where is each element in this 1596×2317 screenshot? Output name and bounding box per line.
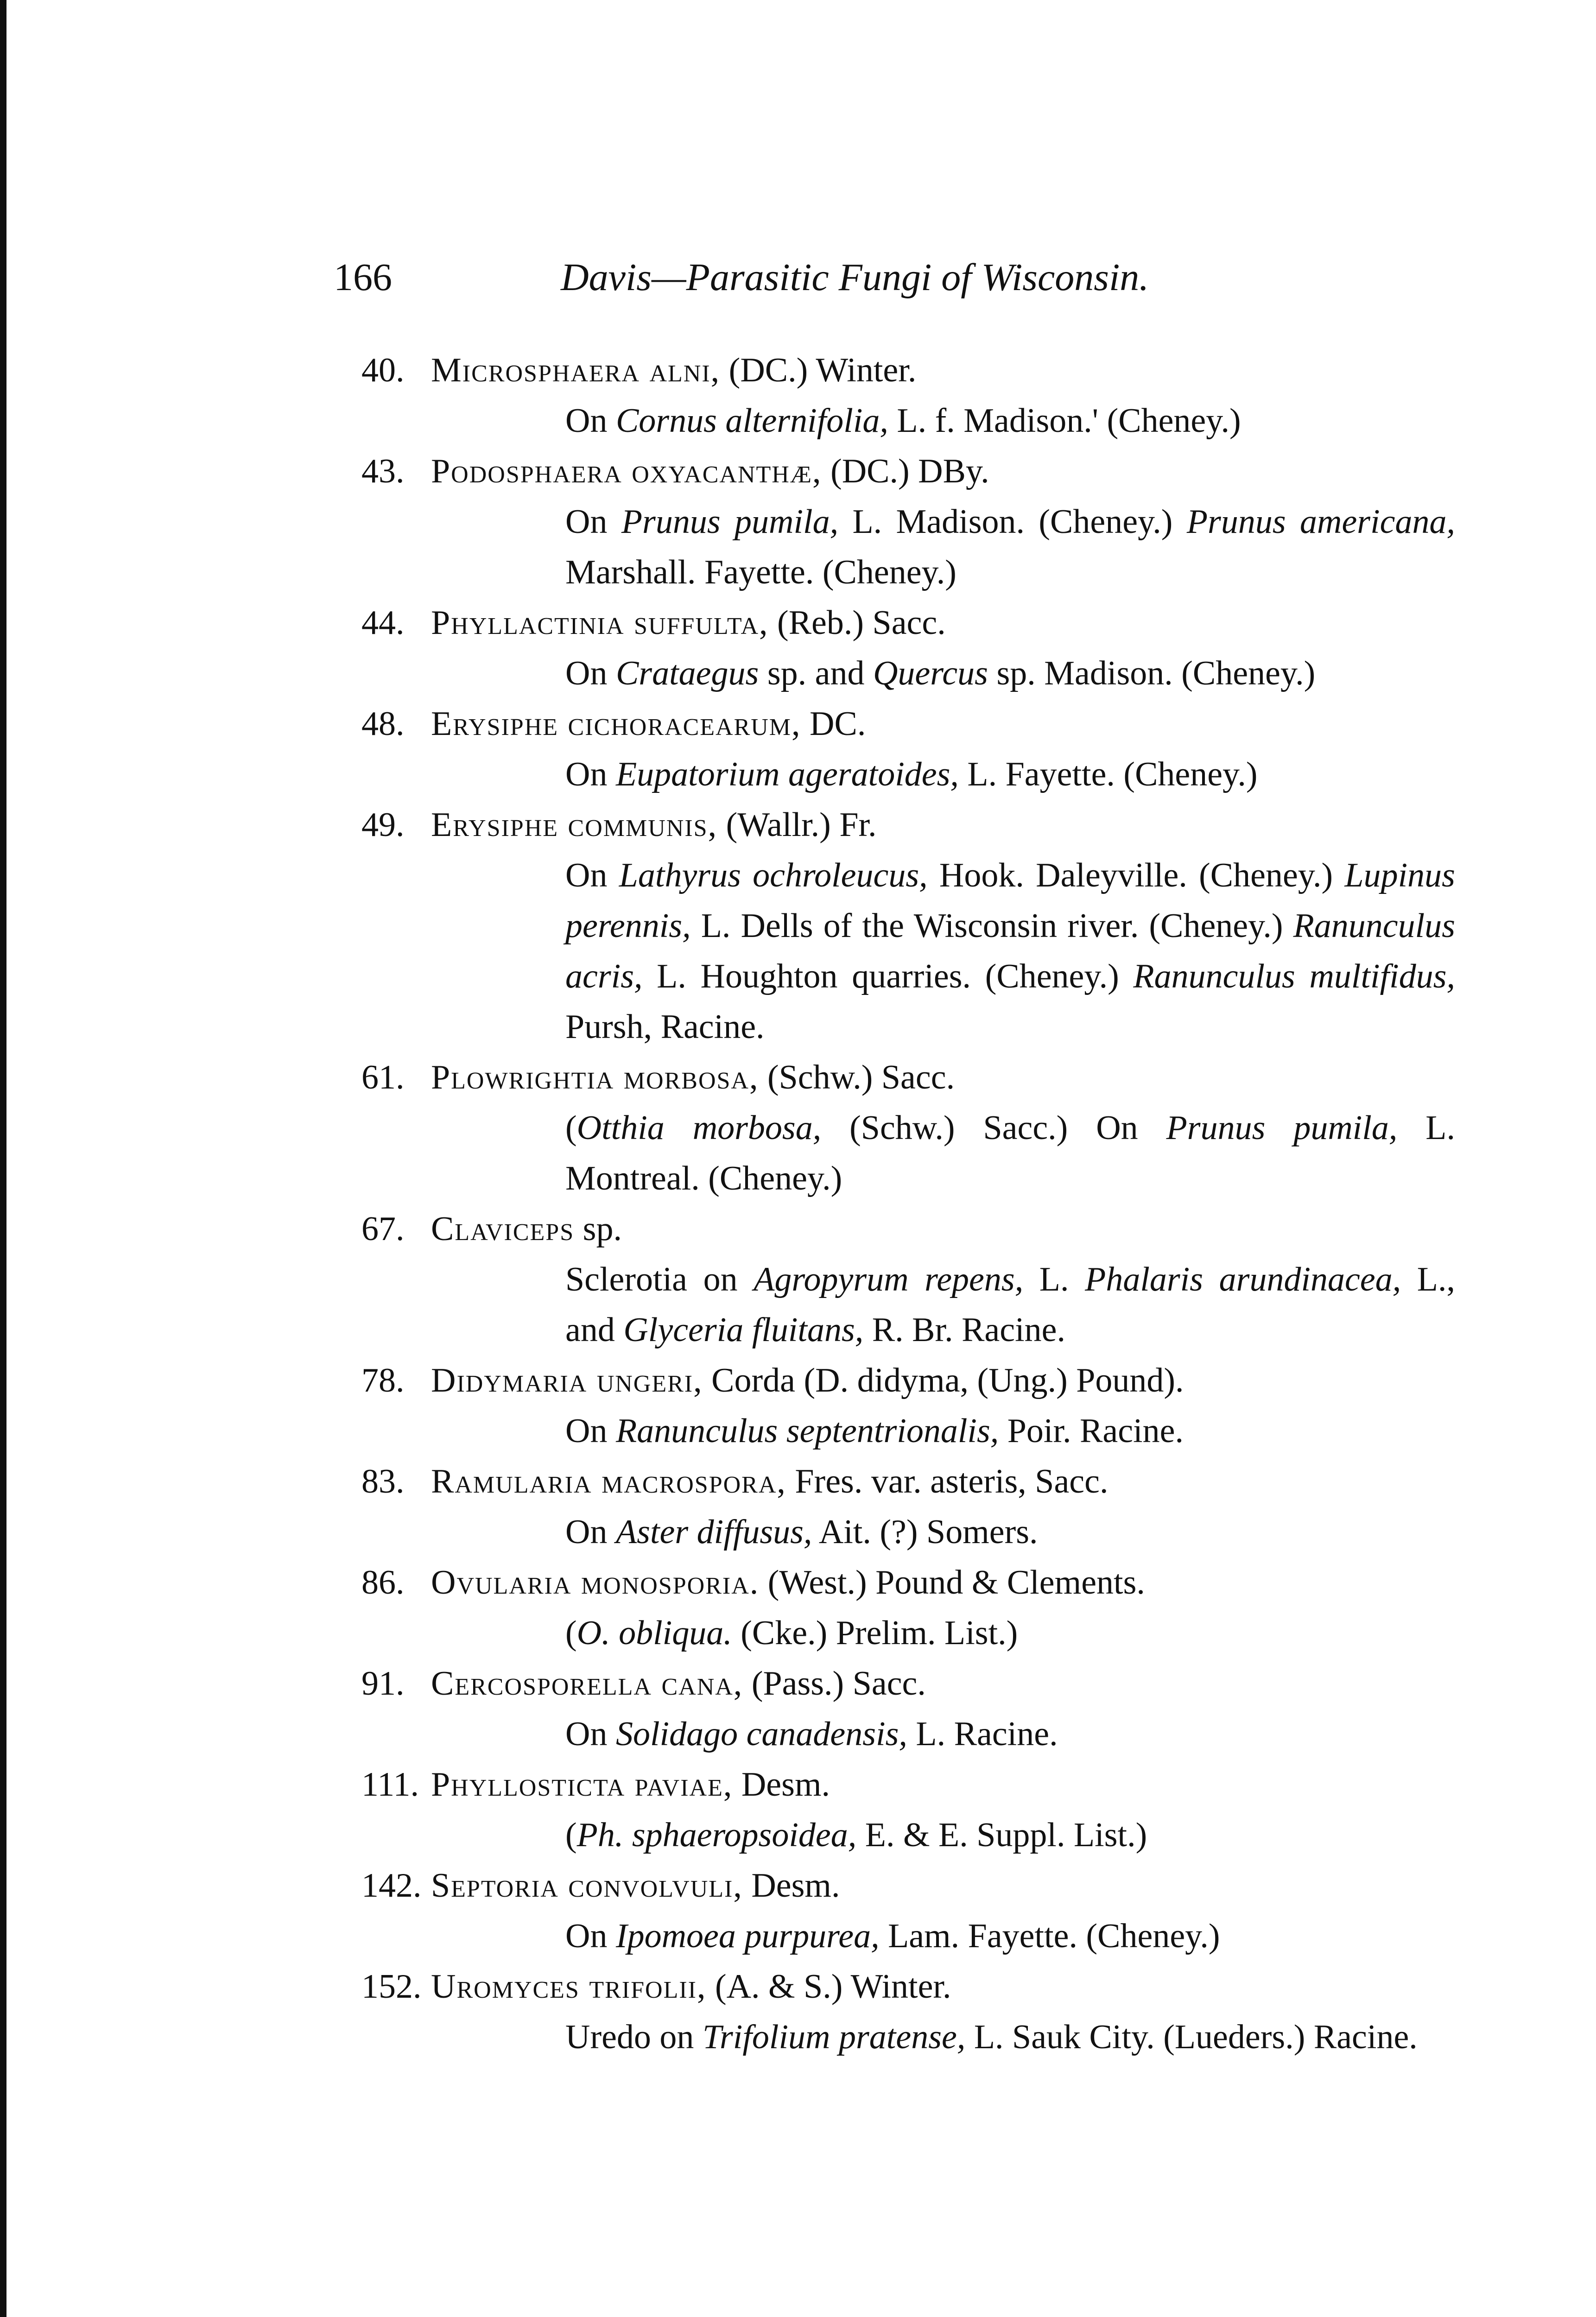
entry-number: 43. [361,452,405,490]
entry-number: 78. [361,1361,405,1399]
species-entry [361,1355,1455,1456]
record-text: On [565,503,621,541]
record-text: ( [565,1614,577,1652]
record-text: On [565,654,616,692]
entry-number: 61. [361,1058,405,1096]
host-taxon: Solidago canadensis, [615,1715,907,1753]
species-authority: DC. [810,705,866,743]
host-taxon: Eupatorium ageratoides, [615,755,959,793]
host-taxon: Prunus pumila, [621,503,839,541]
record-text: On [565,755,616,793]
species-name: Septoria convolvuli, [431,1867,743,1905]
species-authority: Corda (D. didyma, (Ung.) Pound). [711,1361,1184,1399]
page-number: 166 [334,256,392,299]
record-text: Lam. Fayette. (Cheney.) [879,1917,1220,1955]
species-entry [361,1962,1455,2063]
species-authority: (Reb.) Sacc. [777,604,946,642]
record-text: ( [565,1109,577,1147]
host-record [361,1608,1455,1659]
record-text: L. Dells of the Wisconsin river. (Cheney.) [690,907,1293,945]
species-authority: Fres. var. asteris, Sacc. [795,1462,1108,1500]
host-taxon: Aster diffusus, [615,1513,812,1551]
host-taxon: Crataegus [615,654,759,692]
entry-heading [361,446,1455,497]
entry-heading [361,345,1455,396]
species-entry [361,1456,1455,1557]
record-text: Pursh, Racine. [565,1008,765,1046]
species-name: Uromyces trifolii, [431,1968,707,2006]
species-authority: sp. [583,1210,622,1248]
host-record [361,497,1455,598]
species-authority: (Pass.) Sacc. [751,1665,926,1703]
record-text: Sclerotia on [565,1260,754,1298]
record-text: On [565,1412,616,1450]
host-taxon: Prunus pumila, [1166,1109,1398,1147]
species-name: Erysiphe communis, [431,806,718,844]
entry-number: 142. [361,1867,422,1905]
entry-heading [361,598,1455,648]
record-text: Poir. Racine. [999,1412,1184,1450]
host-record [361,1507,1455,1557]
host-record [361,2012,1455,2063]
entry-heading [361,1052,1455,1103]
host-taxon: Otthia morbosa, [576,1109,822,1147]
record-text: L. Fayette. (Cheney.) [958,755,1258,793]
species-authority: (Schw.) Sacc. [767,1058,955,1096]
record-text: L. Montreal. (Cheney.) [565,1109,1456,1197]
host-taxon: Lupinus perennis, [565,856,1455,945]
host-record [361,1406,1455,1456]
species-name: Phyllactinia suffulta, [431,604,769,642]
record-text: L. [1023,1260,1085,1298]
species-list [361,345,1455,2063]
entry-number: 44. [361,604,405,642]
species-entry [361,1861,1455,1962]
species-name: Podosphaera oxyacanthæ, [431,452,822,490]
record-text: ( [565,1816,577,1854]
record-text: (Schw.) Sacc.) On [821,1109,1166,1147]
record-text: L. f. Madison.' (Cheney.) [888,402,1241,440]
species-entry [361,345,1455,446]
species-name: Phyllosticta paviae, [431,1766,733,1804]
species-entry [361,1659,1455,1760]
entry-number: 83. [361,1462,405,1500]
entry-number: 111. [361,1766,419,1804]
record-text: L. Houghton quarries. (Cheney.) [642,957,1134,995]
host-record [361,1911,1455,1962]
entry-heading [361,1557,1455,1608]
species-authority: Desm. [751,1867,840,1905]
host-record [361,1709,1455,1760]
species-authority: (DC.) Winter. [728,351,917,389]
scan-edge-left [0,0,6,2317]
species-name: Plowrightia morbosa, [431,1058,759,1096]
entry-number: 152. [361,1968,422,2006]
record-text: E. & E. Suppl. List.) [856,1816,1147,1854]
record-text: On [565,1917,616,1955]
species-entry [361,1557,1455,1659]
record-text: L. Madison. (Cheney.) [838,503,1187,541]
species-entry [361,598,1455,699]
record-text: Marshall. Fayette. (Cheney.) [565,553,956,591]
host-record [361,1254,1455,1355]
host-taxon: Ipomoea purpurea, [615,1917,880,1955]
species-name: Microsphaera alni, [431,351,721,389]
entry-number: 91. [361,1665,405,1703]
host-record [361,850,1455,1052]
host-taxon: Trifolium pratense, [702,2018,966,2056]
species-authority: (Wallr.) Fr. [726,806,877,844]
species-name: Erysiphe cichoracearum, [431,705,801,743]
species-entry [361,800,1455,1052]
host-record [361,1810,1455,1861]
record-text: L., and [565,1260,1456,1349]
species-name: Didymaria ungeri, [431,1361,703,1399]
record-text: On [565,1715,616,1753]
host-taxon: Agropyrum repens, [754,1260,1024,1298]
running-title: Davis—Parasitic Fungi of Wisconsin. [561,256,1149,299]
entry-number: 48. [361,705,405,743]
record-text: sp. and [759,654,873,692]
record-text: On [565,1513,616,1551]
host-taxon: Lathyrus ochroleucus, [619,856,928,894]
host-taxon: Ranunculus septentrionalis, [615,1412,999,1450]
entry-number: 40. [361,351,405,389]
page-header [334,255,1469,310]
species-authority: (West.) Pound & Clements. [767,1564,1145,1602]
host-record [361,396,1455,446]
host-taxon: O. obliqua. [576,1614,732,1652]
record-text: On [565,402,616,440]
species-name: Ovularia monosporia. [431,1564,760,1602]
entry-heading [361,1861,1455,1911]
entry-number: 67. [361,1210,405,1248]
host-taxon: Prunus americana, [1186,503,1455,541]
entry-heading [361,800,1455,850]
host-record [361,648,1455,699]
entry-heading [361,1355,1455,1406]
species-authority: (DC.) DBy. [830,452,989,490]
species-name: Ramularia macrospora, [431,1462,786,1500]
host-record [361,1103,1455,1204]
host-taxon: Glyceria fluitans, [623,1311,864,1349]
species-authority: Desm. [741,1766,830,1804]
record-text: (Cke.) Prelim. List.) [732,1614,1018,1652]
entry-heading [361,1760,1455,1810]
entry-heading [361,1659,1455,1709]
record-text: On [565,856,619,894]
record-text: L. Racine. [907,1715,1058,1753]
entry-number: 86. [361,1564,405,1602]
entry-number: 49. [361,806,405,844]
record-text: Uredo on [565,2018,703,2056]
host-taxon: Ranunculus multifidus, [1133,957,1455,995]
species-authority: (A. & S.) Winter. [715,1968,951,2006]
species-entry [361,1052,1455,1204]
entry-heading [361,1456,1455,1507]
host-taxon: Cornus alternifolia, [615,402,888,440]
entry-heading [361,1204,1455,1254]
host-taxon: Ph. sphaeropsoidea, [576,1816,857,1854]
record-text: R. Br. Racine. [863,1311,1066,1349]
host-taxon: Phalaris arundinacea, [1085,1260,1401,1298]
species-entry [361,446,1455,598]
host-taxon: Quercus [873,654,988,692]
record-text: L. Sauk City. (Lueders.) Racine. [965,2018,1418,2056]
record-text: Hook. Daleyville. (Cheney.) [927,856,1345,894]
species-name: Cercosporella cana, [431,1665,743,1703]
host-record [361,749,1455,800]
species-entry [361,1204,1455,1355]
species-entry [361,699,1455,800]
entry-heading [361,1962,1455,2012]
entry-heading [361,699,1455,749]
record-text: sp. Madison. (Cheney.) [988,654,1316,692]
species-entry [361,1760,1455,1861]
record-text: Ait. (?) Somers. [812,1513,1038,1551]
species-name: Claviceps [431,1210,575,1248]
host-taxon: Ranunculus acris, [565,907,1455,995]
